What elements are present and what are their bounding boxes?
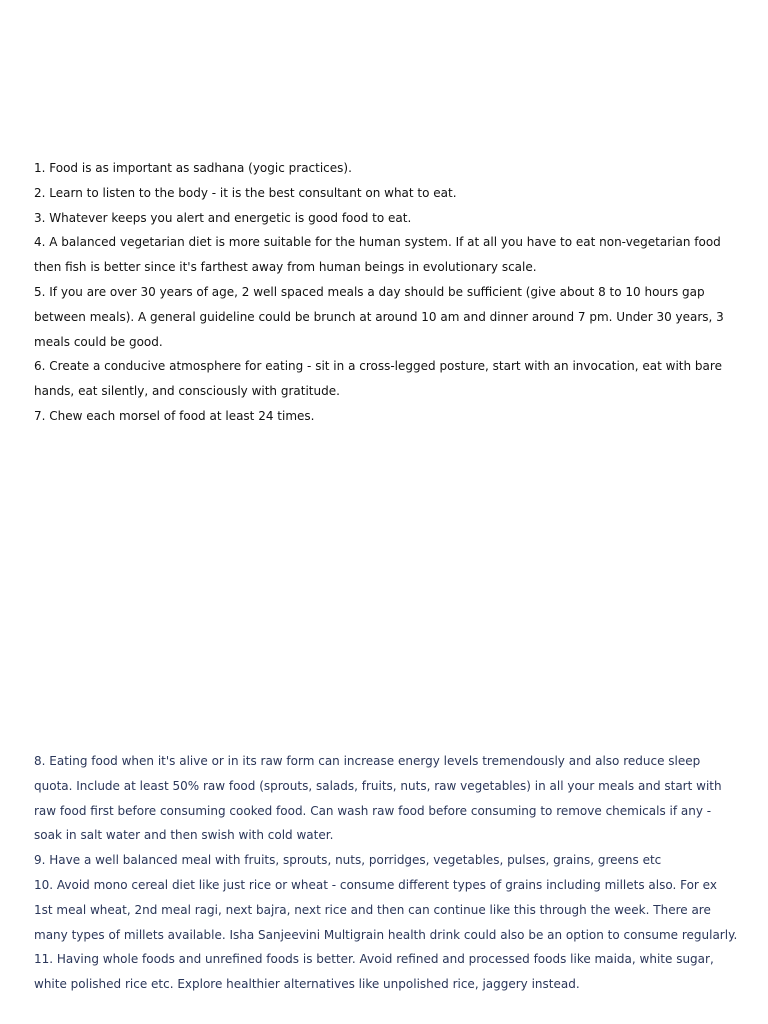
guideline-item-5: 5. If you are over 30 years of age, 2 well spaced meals a day should be sufficient (give about 8 to 10 hours gap between meals). A general guideline could be brunch at around 10 am and dinner around 7 pm. Under 30 years, 3 meals could be good. bbox=[34, 284, 724, 349]
guideline-item-1: 1. Food is as important as sadhana (yogic practices). bbox=[34, 161, 352, 175]
guideline-item-3: 3. Whatever keeps you alert and energetic is good food to eat. bbox=[34, 210, 412, 225]
guideline-item-8: 8. Eating food when it's alive or in its raw form can increase energy levels tremendously and also reduce sleep quota. Include at least 50% raw food (sprouts, salads, fruits, nuts, raw vegetables) in all your meals and start with raw food first before consuming cooked food. Can wash raw food before consuming to remove chemicals if any - soak in salt water and then swish with cold water. bbox=[34, 754, 722, 843]
guideline-item-6: 6. Create a conducive atmosphere for eating - sit in a cross-legged posture, start with an invocation, eat with bare hands, eat silently, and consciously with gratitude. bbox=[34, 359, 722, 399]
guideline-item-4: 4. A balanced vegetarian diet is more suitable for the human system. If at all you have to eat non-vegetarian food then fish is better since it's farthest away from human beings in evolutionary scale. bbox=[34, 235, 721, 275]
food-guidelines-section-two bbox=[34, 749, 739, 997]
guideline-item-10: 10. Avoid mono cereal diet like just rice or wheat - consume different types of grains including millets also. For ex 1st meal wheat, 2nd meal ragi, next bajra, next rice and then can continue like this through the week. There are many types of millets available. Isha Sanjeevini Multigrain health drink could also be an option to consume regularly. bbox=[34, 877, 738, 942]
guideline-item-2: 2. Learn to listen to the body - it is the best consultant on what to eat. bbox=[34, 185, 457, 200]
guideline-item-7: 7. Chew each morsel of food at least 24 times. bbox=[34, 408, 315, 423]
guideline-item-11: 11. Having whole foods and unrefined foods is better. Avoid refined and processed foods like maida, white sugar, white polished rice etc. Explore healthier alternatives like unpolished rice, jaggery instead. bbox=[34, 952, 714, 992]
food-guidelines-section-one bbox=[34, 156, 739, 429]
guideline-item-9: 9. Have a well balanced meal with fruits, sprouts, nuts, porridges, vegetables, pulses, grains, greens etc bbox=[34, 853, 662, 868]
